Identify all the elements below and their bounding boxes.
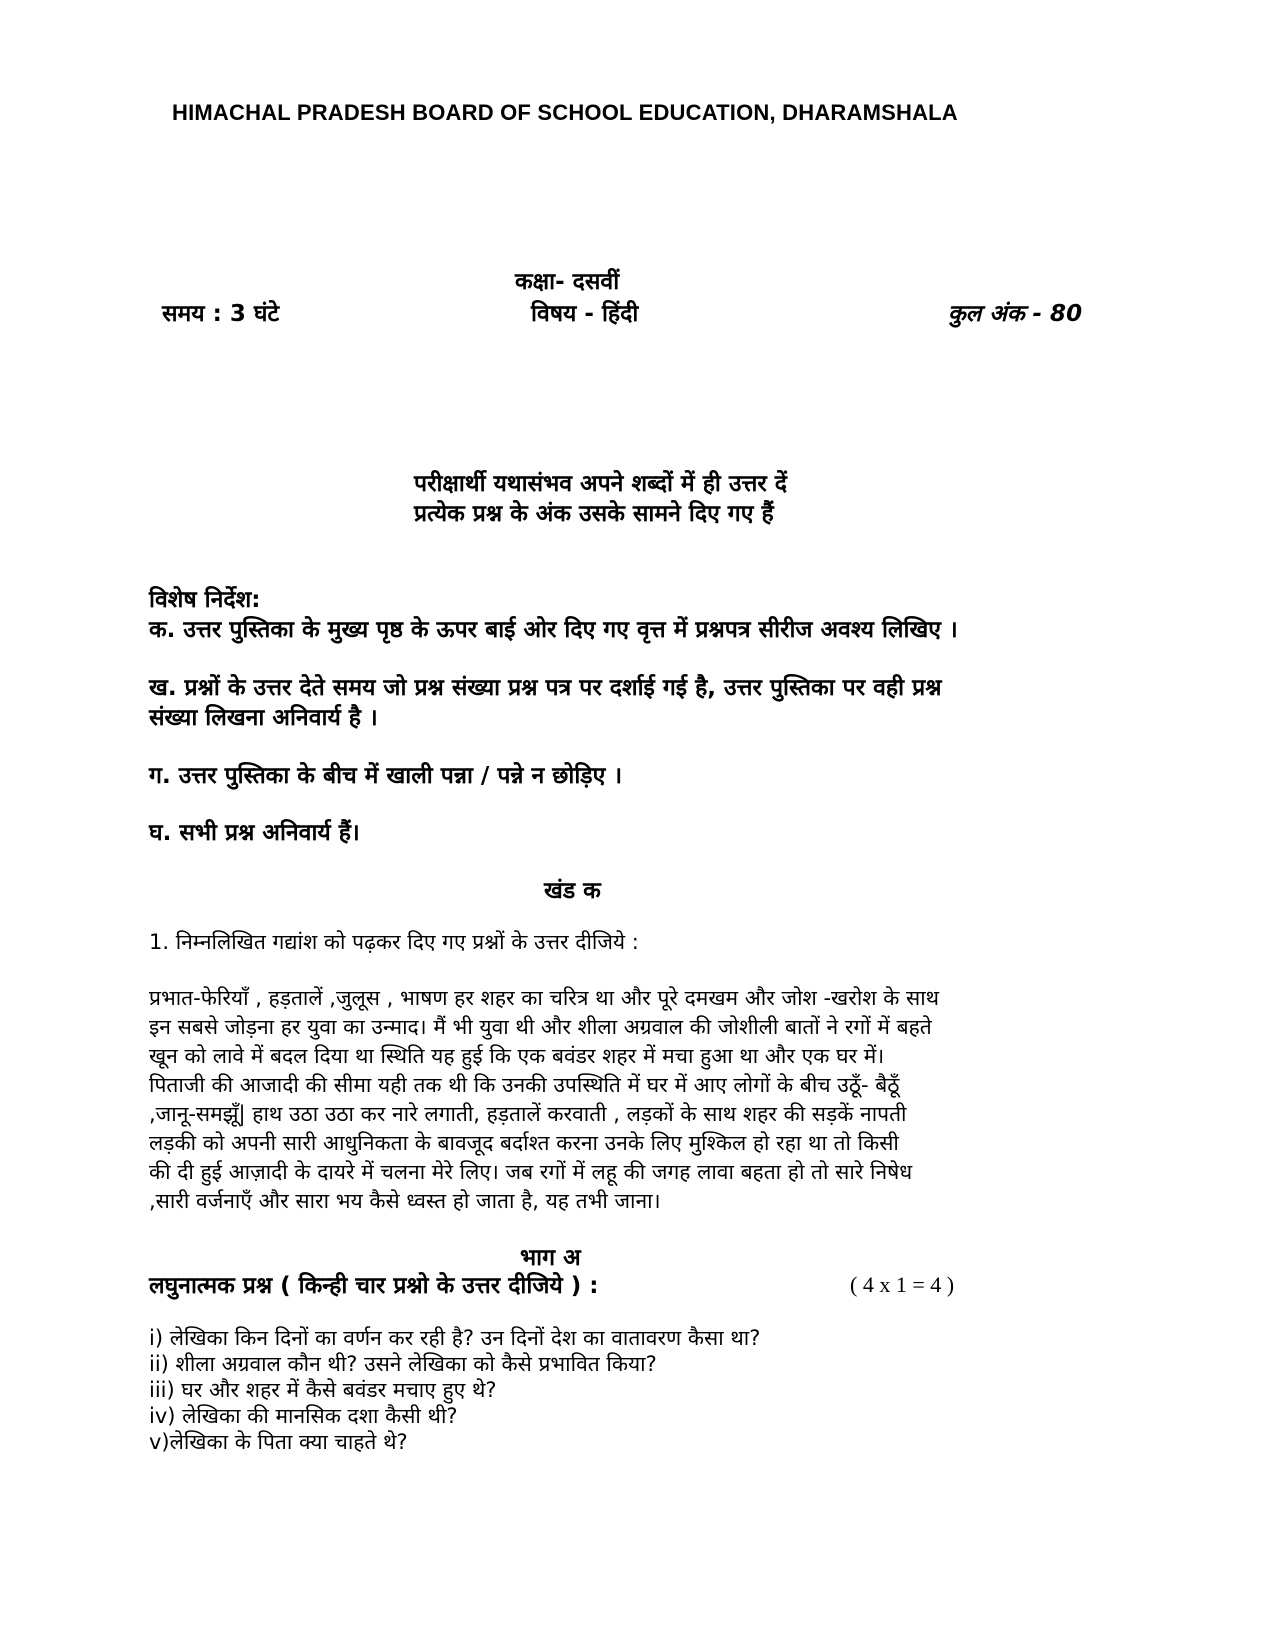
subject-label: विषय - हिंदी bbox=[531, 301, 639, 327]
note-gha: घ. सभी प्रश्न अनिवार्य हैं। bbox=[149, 820, 360, 846]
short-question: iv) लेखिका की मानसिक दशा कैसी थी? bbox=[149, 1404, 458, 1428]
time-label: समय : 3 घंटे bbox=[162, 301, 280, 327]
section-heading: खंड क bbox=[544, 878, 601, 904]
class-label: कक्षा- दसवीं bbox=[515, 269, 620, 295]
note-ka: क. उत्तर पुस्तिका के मुख्य पृष्ठ के ऊपर बाई ओर दिए गए वृत्त में प्रश्नपत्र सीरीज अवश्य लिखिए । bbox=[149, 617, 958, 643]
note-kha-line-2: संख्या लिखना अनिवार्य है । bbox=[149, 705, 378, 731]
short-question: iii) घर और शहर में कैसे बवंडर मचाए हुए थे? bbox=[149, 1378, 497, 1402]
short-question: v)लेखिका के पिता क्या चाहते थे? bbox=[149, 1430, 408, 1454]
board-name: HIMACHAL PRADESH BOARD OF SCHOOL EDUCATION, DHARAMSHALA bbox=[172, 100, 958, 125]
passage-line: ,जानू-समझूँ| हाथ उठा उठा कर नारे लगाती, हड़तालें करवाती , लड़कों के साथ शहर की सड़कें नापती bbox=[149, 1102, 907, 1126]
instruction-line-1: परीक्षार्थी यथासंभव अपने शब्दों में ही उत्तर दें bbox=[414, 471, 787, 497]
passage-line: प्रभात-फेरियाँ , हड़तालें ,जुलूस , भाषण हर शहर का चरित्र था और पूरे दमखम और जोश -खरोश के साथ bbox=[149, 986, 940, 1010]
passage-line: की दी हुई आज़ादी के दायरे में चलना मेरे लिए। जब रगों में लहू की जगह लावा बहता हो तो सारे निषेध bbox=[149, 1160, 913, 1184]
short-questions-marks: ( 4 x 1 = 4 ) bbox=[850, 1272, 955, 1297]
passage-line: लड़की को अपनी सारी आधुनिकता के बावजूद बर्दाश्त करना उनके लिए मुश्किल हो रहा था तो किसी bbox=[149, 1131, 899, 1155]
note-kha-line-1: ख. प्रश्नों के उत्तर देते समय जो प्रश्न संख्या प्रश्न पत्र पर दर्शाई गई है, उत्तर पुस्तिका पर वही प्रश्न bbox=[149, 675, 942, 701]
short-question: ii) शीला अग्रवाल कौन थी? उसने लेखिका को कैसे प्रभावित किया? bbox=[149, 1352, 657, 1376]
short-question: i) लेखिका किन दिनों का वर्णन कर रही है? उन दिनों देश का वातावरण कैसा था? bbox=[149, 1326, 761, 1350]
special-notes-heading: विशेष निर्देश: bbox=[149, 587, 261, 613]
short-questions-heading: लघुनात्मक प्रश्न ( किन्ही चार प्रश्नो के उत्तर दीजिये ) : bbox=[149, 1273, 599, 1299]
passage-line: ,सारी वर्जनाएँ और सारा भय कैसे ध्वस्त हो जाता है, यह तभी जाना। bbox=[149, 1189, 661, 1213]
note-ga: ग. उत्तर पुस्तिका के बीच में खाली पन्ना / पन्ने न छोड़िए । bbox=[149, 763, 623, 789]
passage-line: इन सबसे जोड़ना हर युवा का उन्माद। मैं भी युवा थी और शीला अग्रवाल की जोशीली बातों ने रगों में बहते bbox=[149, 1015, 932, 1039]
total-marks-label: कुल अंक - 80 bbox=[948, 301, 1083, 327]
passage-line: खून को लावे में बदल दिया था स्थिति यह हुई कि एक बवंडर शहर में मचा हुआ था और एक घर में। bbox=[149, 1044, 885, 1068]
instruction-line-2: प्रत्येक प्रश्न के अंक उसके सामने दिए गए हैं bbox=[414, 501, 774, 527]
question-1: 1. निम्नलिखित गद्यांश को पढ़कर दिए गए प्रश्नों के उत्तर दीजिये : bbox=[149, 930, 639, 954]
passage-line: पिताजी की आजादी की सीमा यही तक थी कि उनकी उपस्थिति में घर में आए लोगों के बीच उठूँ- बैठूँ bbox=[149, 1073, 900, 1097]
part-heading: भाग अ bbox=[520, 1245, 581, 1271]
